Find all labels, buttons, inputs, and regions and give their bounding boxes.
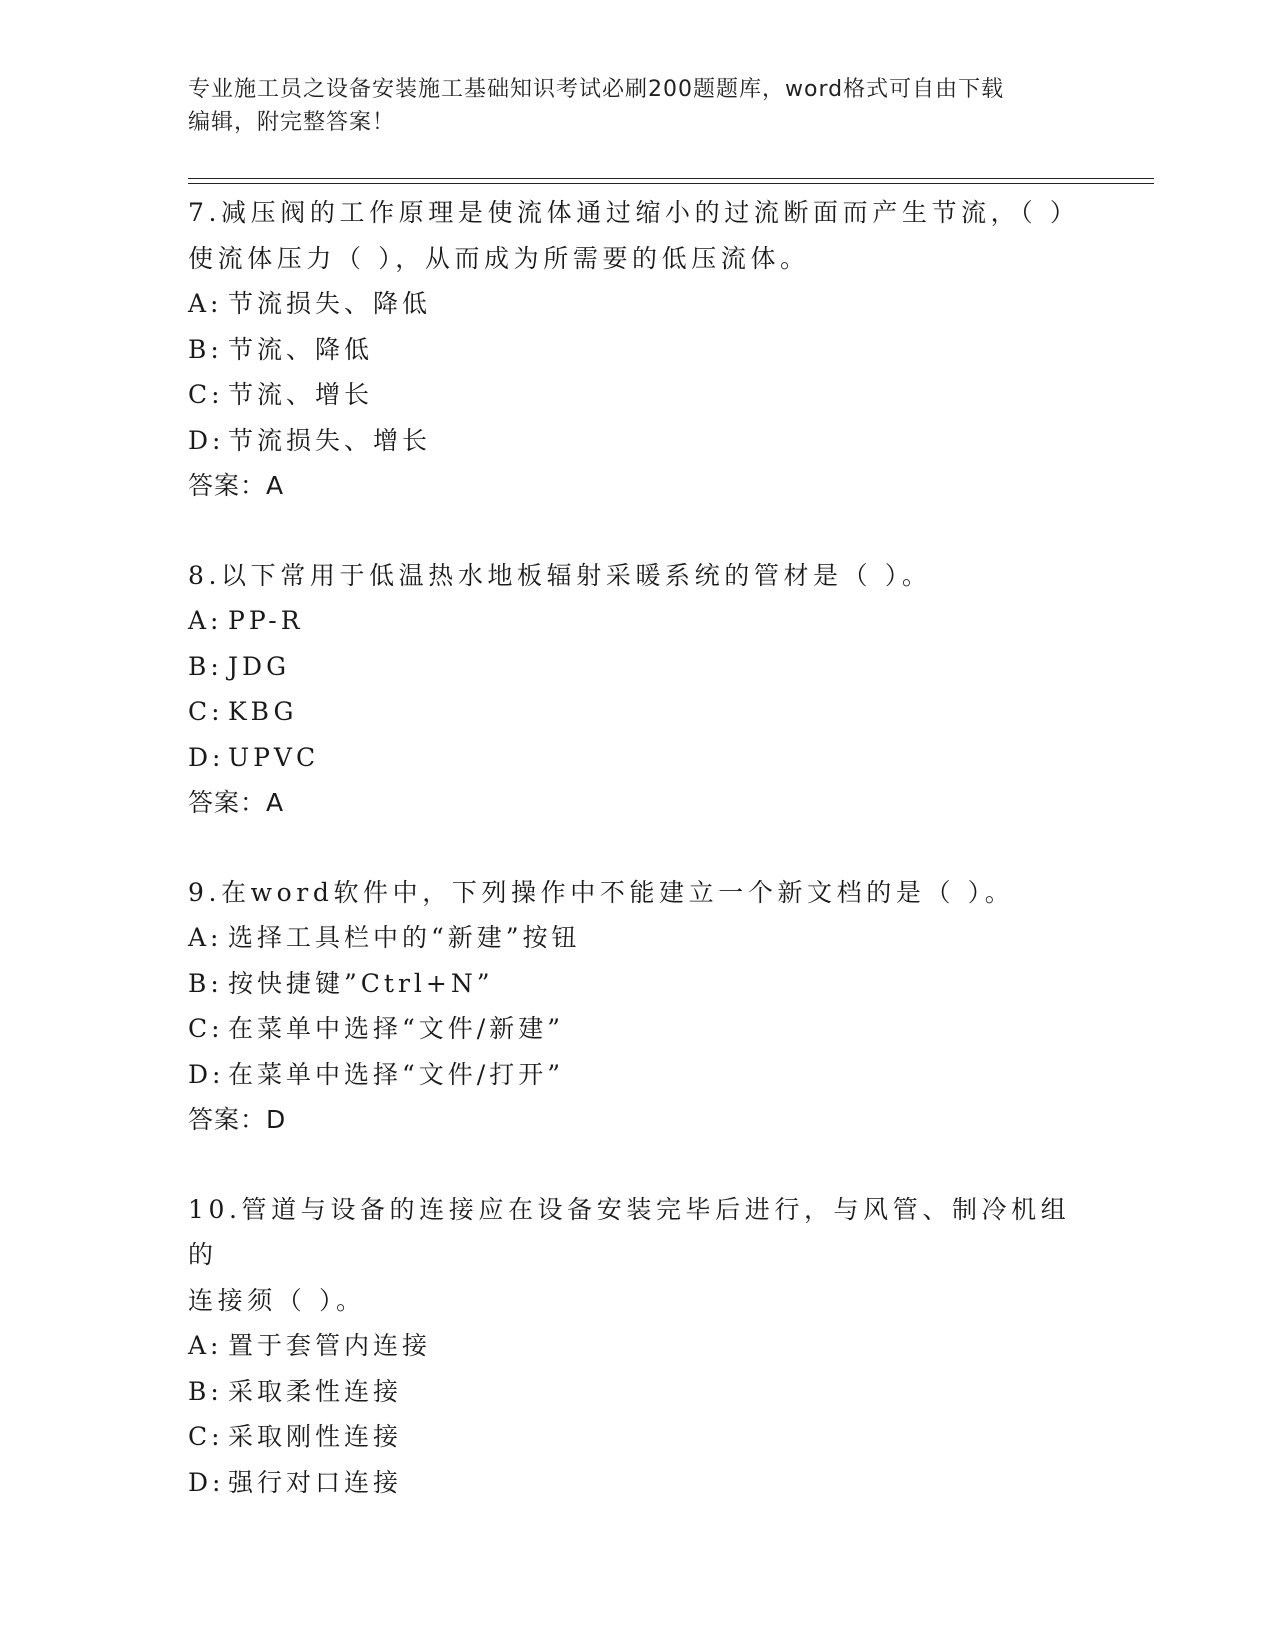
option-letter: D:: [188, 425, 225, 455]
header-line-2: 编辑，附完整答案！: [188, 110, 396, 135]
option-a: [188, 1323, 1088, 1369]
option-b: [188, 644, 1088, 690]
option-text: 按快捷键”Ctrl+N”: [228, 968, 494, 998]
option-letter: A:: [188, 289, 223, 318]
question-stem-line: 10.管道与设备的连接应在设备安装完毕后进行，与风管、制冷机组的: [188, 1194, 1071, 1269]
question-stem-line: 8.以下常用于低温热水地板辐射采暖系统的管材是（ ）。: [188, 560, 932, 590]
option-letter: A:: [188, 923, 223, 952]
option-b: [188, 961, 1088, 1007]
option-d: [188, 735, 1088, 781]
option-letter: B:: [188, 968, 223, 998]
option-text: 采取柔性连接: [228, 1376, 403, 1406]
option-text: 在菜单中选择“文件/打开”: [228, 1059, 564, 1089]
option-a: [188, 915, 1088, 961]
question-stem-line: 9.在word软件中，下列操作中不能建立一个新文档的是（ ）。: [188, 877, 1015, 907]
option-c: [188, 1006, 1088, 1052]
option-d: [188, 1052, 1088, 1098]
option-c: [188, 689, 1088, 735]
question-list: [188, 190, 1088, 1549]
header-divider-bottom: [188, 183, 1154, 184]
option-text: 节流、降低: [228, 334, 374, 364]
option-letter: D:: [188, 1467, 225, 1497]
option-letter: C:: [188, 1422, 224, 1451]
option-d: [188, 1460, 1088, 1506]
header-line-1: 专业施工员之设备安装施工基础知识考试必刷200题题库，word格式可自由下载: [188, 77, 1005, 102]
option-text: PP-R: [228, 606, 304, 635]
question-10: [188, 1187, 1088, 1506]
option-letter: C:: [188, 697, 224, 726]
option-letter: D:: [188, 742, 225, 772]
option-text: 节流损失、增长: [228, 425, 432, 455]
option-letter: B:: [188, 1376, 223, 1406]
question-8: [188, 553, 1088, 826]
option-text: KBG: [228, 697, 298, 726]
option-letter: B:: [188, 334, 223, 364]
option-b: [188, 327, 1088, 373]
option-text: UPVC: [228, 742, 320, 772]
question-stem-line: 7.减压阀的工作原理是使流体通过缩小的过流断面而产生节流，（ ）: [188, 198, 1080, 227]
option-d: [188, 418, 1088, 464]
option-text: 节流损失、降低: [228, 289, 432, 318]
option-c: [188, 1414, 1088, 1460]
option-text: 在菜单中选择“文件/新建”: [228, 1014, 564, 1043]
option-text: 强行对口连接: [228, 1467, 403, 1497]
option-letter: A:: [188, 1331, 223, 1360]
answer-line: 答案：A: [188, 788, 285, 817]
question-stem-line: 连接须（ ）。: [188, 1285, 366, 1315]
option-letter: D:: [188, 1059, 225, 1089]
option-letter: A:: [188, 606, 223, 635]
option-text: 置于套管内连接: [228, 1331, 432, 1360]
option-text: JDG: [228, 651, 291, 681]
option-text: 选择工具栏中的“新建”按钮: [228, 923, 581, 952]
question-7: [188, 190, 1088, 509]
option-letter: C:: [188, 1014, 224, 1043]
option-text: 采取刚性连接: [228, 1422, 403, 1451]
document-header: [188, 73, 1068, 139]
option-a: [188, 598, 1088, 644]
option-a: [188, 281, 1088, 327]
option-letter: B:: [188, 651, 223, 681]
answer-line: 答案：D: [188, 1105, 287, 1134]
question-stem-line: 使流体压力（ ），从而成为所需要的低压流体。: [188, 243, 810, 273]
option-letter: C:: [188, 380, 224, 409]
option-text: 节流、增长: [228, 380, 374, 409]
option-c: [188, 372, 1088, 418]
header-divider-top: [188, 178, 1154, 179]
question-9: [188, 870, 1088, 1143]
answer-line: 答案：A: [188, 471, 285, 500]
option-b: [188, 1369, 1088, 1415]
